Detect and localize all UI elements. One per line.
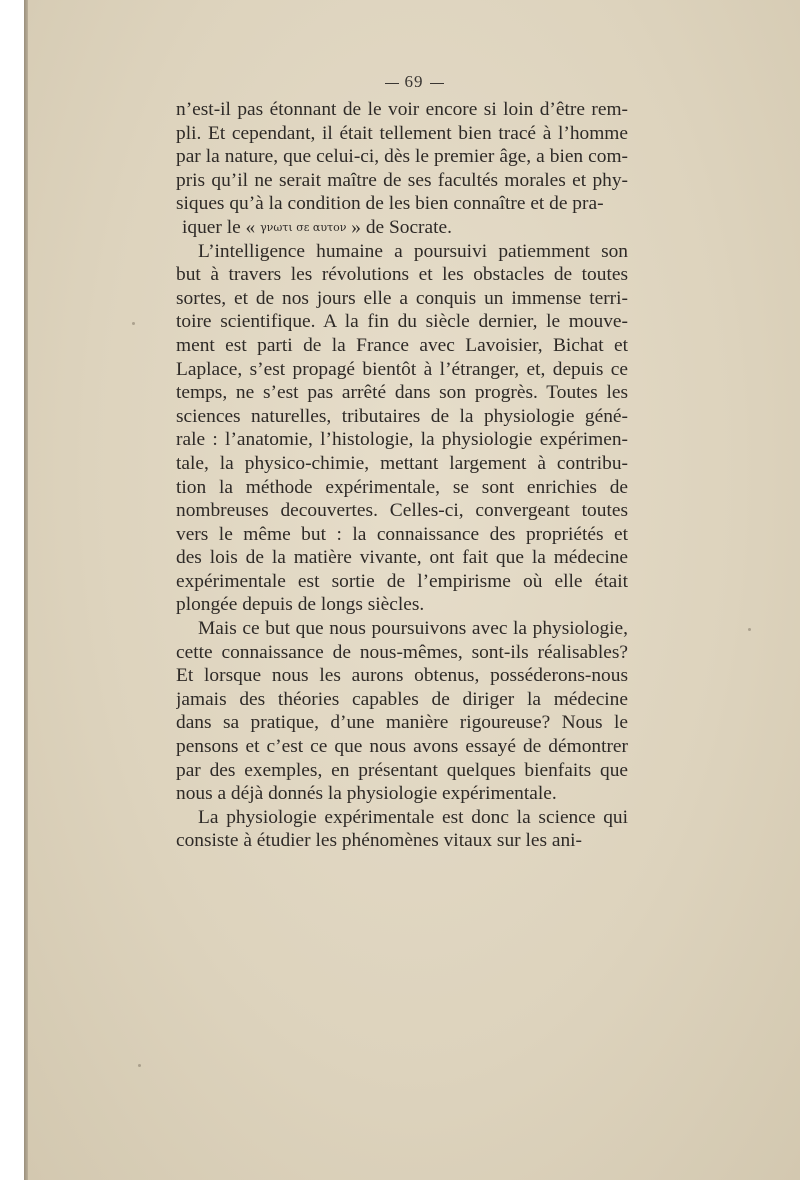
text-line: pensons et c’est ce que nous avons essayé de démontrer bbox=[176, 736, 628, 758]
paper-speck bbox=[132, 322, 135, 325]
text-line: siques qu’à la condition de les bien connaître et de pra- bbox=[176, 193, 604, 215]
text-line: La physiologie expérimentale est donc la science qui bbox=[198, 806, 628, 828]
greek-quotation: γνωτι σε αυτον bbox=[260, 220, 347, 234]
text-line: consiste à étudier les phénomènes vitaux sur les ani- bbox=[176, 830, 583, 852]
text-line: cette connaissance de nous-mêmes, sont-ils réalisables? bbox=[176, 641, 628, 663]
text-line: tale, la physico-chimie, mettant largement à contribu- bbox=[176, 452, 628, 474]
body-text bbox=[176, 98, 628, 853]
page-number bbox=[28, 72, 800, 92]
text-line: par la nature, que celui-ci, dès le premier âge, a bien com- bbox=[176, 146, 628, 168]
page-number-dash-right bbox=[430, 83, 444, 84]
text-line: vers le même but : la connaissance des propriétés et bbox=[176, 523, 628, 545]
text-line: Laplace, s’est propagé bientôt à l’étranger, et, depuis ce bbox=[176, 358, 628, 380]
text-line: dans sa pratique, d’une manière rigoureuse? Nous le bbox=[176, 712, 628, 734]
text-line: jamais des théories capables de diriger la médecine bbox=[176, 688, 628, 710]
text-line: Mais ce but que nous poursuivons avec la physiologie, bbox=[198, 618, 628, 640]
text-line: nombreuses decouvertes. Celles-ci, convergeant toutes bbox=[176, 500, 628, 522]
paper-speck bbox=[748, 628, 751, 631]
text-line: des lois de la matière vivante, ont fait que la médecine bbox=[176, 547, 628, 569]
text-line: tion la méthode expérimentale, se sont enrichies de bbox=[176, 476, 628, 498]
text-line: par des exemples, en présentant quelques bienfaits que bbox=[176, 759, 628, 781]
text-line: sortes, et de nos jours elle a conquis un immense terri- bbox=[176, 287, 628, 309]
text-line: nous a déjà donnés la physiologie expérimentale. bbox=[176, 783, 557, 805]
text-line: L’intelligence humaine a poursuivi patiemment son bbox=[198, 240, 628, 262]
page-number-dash-left bbox=[385, 83, 399, 84]
text-line: temps, ne s’est pas arrêté dans son progrès. Toutes les bbox=[176, 382, 628, 404]
text-line: expérimentale est sortie de l’empirisme où elle était bbox=[176, 570, 628, 592]
text-line-socrate bbox=[176, 216, 628, 240]
text-line: pris qu’il ne serait maître de ses facultés morales et phy- bbox=[176, 169, 628, 191]
text-line: n’est-il pas étonnant de le voir encore si loin d’être rem- bbox=[176, 99, 628, 120]
scan-margin bbox=[0, 0, 26, 1180]
socrate-text-after: » de Socrate. bbox=[346, 216, 452, 238]
text-line: pli. Et cependant, il était tellement bien tracé à l’homme bbox=[176, 122, 628, 144]
text-line: sciences naturelles, tributaires de la physiologie géné- bbox=[176, 405, 628, 427]
paper-speck bbox=[138, 1064, 141, 1067]
text-line: toire scientifique. A la fin du siècle dernier, le mouve- bbox=[176, 311, 628, 333]
page-number-value: 69 bbox=[404, 72, 424, 91]
socrate-text-before: iquer le « bbox=[182, 216, 261, 238]
text-line: Et lorsque nous les aurons obtenus, posséderons-nous bbox=[176, 665, 628, 687]
text-line: rale : l’anatomie, l’histologie, la physiologie expérimen- bbox=[176, 429, 628, 451]
text-line: ment est parti de la France avec Lavoisier, Bichat et bbox=[176, 334, 628, 356]
text-line: plongée depuis de longs siècles. bbox=[176, 594, 425, 616]
book-page bbox=[28, 0, 800, 1180]
text-line: but à travers les révolutions et les obstacles de toutes bbox=[176, 264, 628, 286]
